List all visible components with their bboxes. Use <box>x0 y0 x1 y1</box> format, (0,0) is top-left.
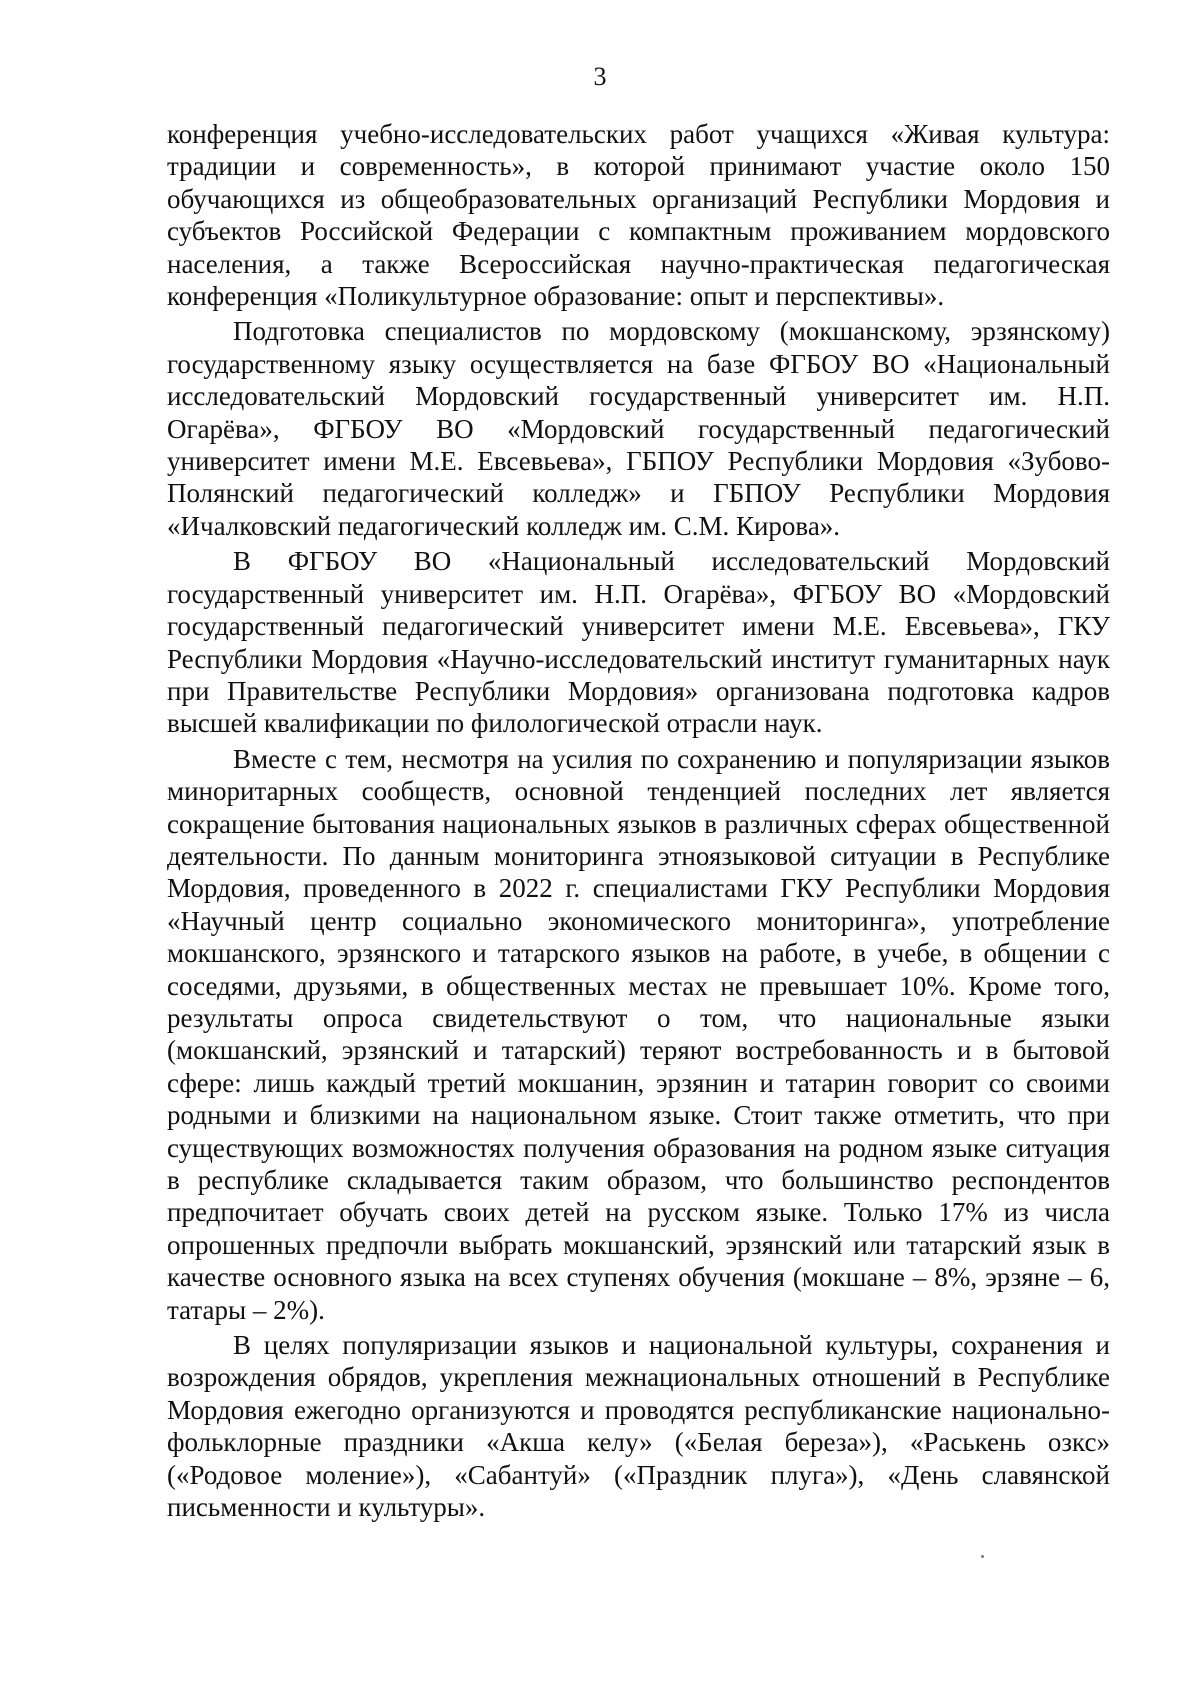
paragraph-conference-continued: конференция учебно-исследовательских работ учащихся «Живая культура: традиции и современность», в которой принимают участие около 150 обучающихся из общеобразовательных организаций Республики Мордовия и субъектов Российской Федерации с компактным проживанием мордовского населения, а также Всероссийская научно-практическая педагогическая конференция «Поликультурное образование: опыт и перспективы». <box>167 119 1110 312</box>
document-body <box>167 118 1110 1526</box>
page-number: 3 <box>593 62 607 91</box>
paragraph-teacher-training: Подготовка специалистов по мордовскому (мокшанскому, эрзянскому) государственному языку осуществляется на базе ФГБОУ ВО «Национальный исследовательский Мордовский государственный университет им. Н.П. Огарёва», ФГБОУ ВО «Мордовский государственный педагогический университет имени М.Е. Евсевьева», ГБПОУ Республики Мордовия «Зубово-Полянский педагогический колледж» и ГБПОУ Республики Мордовия «Ичалковский педагогический колледж им. С.М. Кирова». <box>167 316 1110 541</box>
scan-speck-mark <box>981 1555 984 1558</box>
paragraph-language-decline: Вместе с тем, несмотря на усилия по сохранению и популяризации языков миноритарных сообществ, основной тенденцией последних лет является сокращение бытования национальных языков в различных сферах общественной деятельности. По данным мониторинга этноязыковой ситуации в Республике Мордовия, проведенного в 2022 г. специалистами ГКУ Республики Мордовия «Научный центр социально экономического мониторинга», употребление мокшанского, эрзянского и татарского языков на работе, в учебе, в общении с соседями, друзьями, в общественных местах не превышает 10%. Кроме того, результаты опроса свидетельствуют о том, что национальные языки (мокшанский, эрзянский и татарский) теряют востребованность и в бытовой сфере: лишь каждый третий мокшанин, эрзянин и татарин говорит со своими родными и близкими на национальном языке. Стоит также отметить, что при существующих возможностях получения образования на родном языке ситуация в республике складывается таким образом, что большинство респондентов предпочитает обучать своих детей на русском языке. Только 17% из числа опрошенных предпочли выбрать мокшанский, эрзянский или татарский язык в качестве основного языка на всех ступенях обучения (мокшане – 8%, эрзяне – 6, татары – 2%). <box>167 743 1110 1325</box>
paragraph-folk-festivals: В целях популяризации языков и национальной культуры, сохранения и возрождения обрядов, укрепления межнациональных отношений в Республике Мордовия ежегодно организуются и проводятся республиканские национально-фольклорные праздники «Акша келу» («Белая береза»), «Раськень озкс» («Родовое моление»), «Сабантуй» («Праздник плуга»), «День славянской письменности и культуры». <box>167 1330 1110 1523</box>
paragraph-higher-qualification: В ФГБОУ ВО «Национальный исследовательский Мордовский государственный университет им. Н.П. Огарёва», ФГБОУ ВО «Мордовский государственный педагогический университет имени М.Е. Евсевьева», ГКУ Республики Мордовия «Научно-исследовательский институт гуманитарных наук при Правительстве Республики Мордовия» организована подготовка кадров высшей квалификации по филологической отрасли наук. <box>167 546 1110 739</box>
